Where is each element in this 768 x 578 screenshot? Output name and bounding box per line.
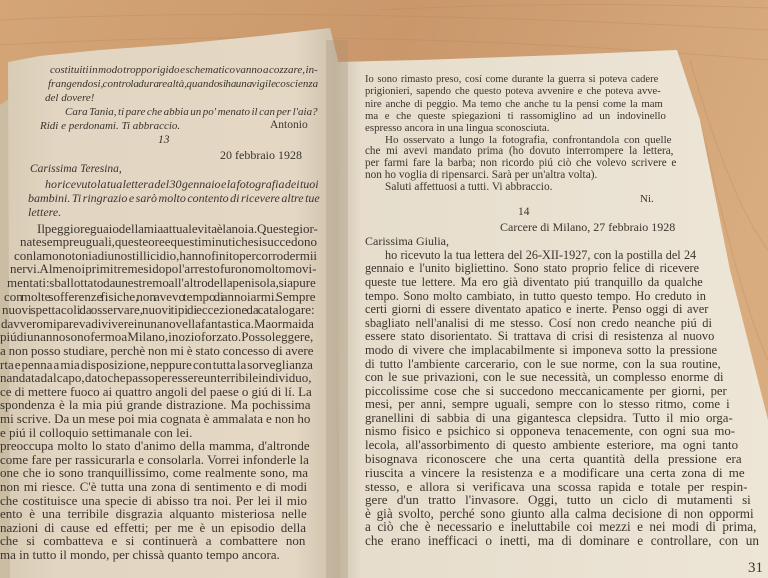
- right-text-line: essere stato disorientato. Si trattava di crisi di resistenza al nuovo: [365, 329, 715, 344]
- left-text-line: mentati: sballottato da un estremo all'altro della penisola, sia pure: [7, 274, 316, 290]
- left-text-line: come fare per rassicurarla e consolarla. Vorrei infonderle la: [0, 451, 309, 467]
- page-number: 31: [748, 560, 763, 576]
- left-text-line: spondenza è la mia piú grande distrazione. Ma pochissima: [0, 397, 311, 413]
- left-text-line: che costituisce una specie di abisso tra noi. Per lei il mio: [0, 492, 307, 508]
- left-text-line: nandata dal capo, dato che passo per essere un terribile individuo,: [0, 370, 312, 386]
- left-text-line: lettere.: [28, 205, 62, 219]
- right-text-line: certi giorni di essere diventato apatico e inerte. Penso oggi di aver: [365, 302, 709, 317]
- right-text-line: Carcere di Milano, 27 febbraio 1928: [500, 220, 676, 234]
- right-text-line: Io sono rimasto preso, cosí come durante la guerra si poteva cadere: [365, 73, 659, 85]
- left-text-line: ho ricevuto la tua lettera del 30 gennaio e la fotografia dei tuoi: [45, 177, 319, 191]
- right-text-line: che mi avevi mandato prima (ho dovuto interrompere la lettera,: [365, 145, 674, 158]
- right-text-line: 14: [518, 206, 530, 219]
- right-text-line: riuscita a vincere la resistenza e a modificare una certa zona di me: [365, 465, 745, 481]
- left-text-line: non mi riesce. C'è tutta una zona di sentimento e di modi: [0, 478, 308, 494]
- left-text-line: Cara Tania, ti pare che abbia un po' menato il can per l'aia?: [65, 105, 318, 118]
- left-text-line: mi scrive. Da un mese poi mia cognata è ammalata e non ho: [0, 410, 311, 426]
- left-text-line: 13: [158, 134, 170, 147]
- right-text-line: tempo. Sono molto cambiato, in tutto questo tempo. Ho creduto in: [365, 288, 706, 303]
- right-text-line: gere d'un tratto l'invasore. Oggi, tutto un ciclo di mutamenti si: [365, 492, 751, 508]
- left-text-line: Il peggiore guaio della mia attuale vita è la noia. Queste gior-: [37, 220, 318, 236]
- right-text-line: lecola, all'assorbimento di questo ambiente esteriore, ma ogni tanto: [365, 437, 739, 452]
- right-text-line: Saluti affettuosi a tutti. Vi abbraccio.: [385, 181, 553, 194]
- right-text-line: Ho osservato a lungo la fotografia, confrontandola con quelle: [385, 133, 672, 146]
- left-text-line: ento è una terribile disgrazia alquanto misteriosa nelle: [0, 506, 307, 522]
- gutter-shadow: [326, 40, 348, 578]
- left-text-line: bambini. Ti ringrazio e sarò molto contento di ricevere altre tue: [28, 191, 320, 205]
- right-text-line: nire anche di peggio. Ma temo che anche tu la pensi come la mam: [365, 97, 663, 110]
- right-text-line: per farmi fare la barba; non ricordo piú ciò che volevo scrivere e: [365, 157, 677, 170]
- left-text-line: ma in tutto il mondo, per chissà quanto tempo ancora.: [0, 546, 280, 562]
- right-text-line: non ho voglia di ripensarci. Sarà per un'altra volta).: [365, 169, 598, 182]
- left-text-line: rta e penna a mia disposizione, neppure con tutta la sorveglianza: [0, 356, 313, 372]
- right-text-line: queste tue lettere. Ma ero già diventato piú tranquillo da qualche: [365, 275, 703, 290]
- right-text-line: granellini di sabbia di una gigantesca clepsidra. Tutto il mio orga-: [365, 410, 733, 425]
- right-text-line: ma e che queste spiegazioni ti rassomiglino ad un indovinello: [365, 109, 666, 122]
- left-text-line: nervi. Almeno i primi tre mesi dopo l'arresto furono molto movi-: [10, 261, 317, 277]
- left-text-line: nazioni di cause ed effetti; per me è un episodio della: [0, 519, 307, 535]
- left-text-line: con la monotonia di uno stillicidio, hanno finito per corrodermi i: [14, 247, 318, 263]
- right-text-line: piccolissime cose che si succedono meccanicamente per giorni, per: [365, 383, 727, 398]
- left-text-line: preoccupa molto lo stato d'animo della mamma, d'altronde: [0, 438, 310, 454]
- right-text-line: nismo fisico e psichico si opponeva tenacemente, con ogni sua mo-: [365, 424, 736, 439]
- right-text-line: bisognava riconoscere che una certa quantità della pressione era: [365, 450, 742, 466]
- left-text-line: e piú il colloquio settimanale con lei.: [0, 424, 193, 440]
- right-text-line: prigionieri, sapendo che questo poteva avvenire e che poteva avve-: [365, 85, 661, 97]
- left-text-line: nuovi spettacoli da osservare, nuovi tipi di eccezione da catalogare:: [2, 302, 315, 318]
- left-text-line: Ridi e perdonami. Ti abbraccio.: [40, 119, 181, 132]
- right-text-line: Carissima Giulia,: [365, 234, 449, 248]
- left-text-line: nate sempre uguali, queste ore e questi minuti che si succedono: [20, 234, 318, 250]
- right-text-line: di tutto l'ambiente carcerario, con le sue norme, con la sua routine,: [365, 356, 721, 371]
- left-text-line: frangendosi, contro la dura realtà, quando si ha una vigile coscienza: [48, 77, 319, 90]
- left-text-line: Antonio: [270, 119, 308, 132]
- right-text-line: Ni.: [640, 192, 654, 205]
- left-text-line: con molte sofferenze fisiche, non avevo tempo di annoiarmi. Sempre: [4, 288, 316, 304]
- left-text-line: piú di un anno sono fermo a Milano, in ozio forzato. Posso leggere,: [0, 329, 314, 345]
- left-text-line: del dovere!: [45, 91, 95, 104]
- left-text-line: davvero mi pareva di vivere in una novella fantastica. Ma ormai da: [1, 315, 314, 331]
- left-text-line: Carissima Teresina,: [30, 163, 122, 176]
- right-text-line: con le sue privazioni, con le sue necessità, un complesso enorme di: [365, 370, 724, 385]
- left-text-line: 20 febbraio 1928: [220, 148, 302, 162]
- left-text-line: ce di mettere fuoco ai quattro angoli del paese o giú di lí. La: [0, 383, 312, 399]
- right-text-line: che erano inefficaci o inetti, ma di dominare e controllare, con un: [365, 532, 760, 548]
- left-text-line: costituiti in modo troppo rigido e schematico vanno a cozzare, in-: [50, 63, 318, 76]
- right-text-line: espresso ancora in una lingua sconosciuta.: [365, 121, 550, 134]
- right-text-line: stesso, e allora si verificava una scossa rapida e totale per respin-: [365, 478, 748, 494]
- right-text-line: è già svolto, perché sono giunto alla calma decisione di non oppormi: [365, 505, 754, 521]
- right-text-line: gennaio e l'unito bigliettino. Sono stato proprio felice di ricevere: [365, 261, 700, 276]
- right-text-line: mesi, per anni, sempre uguali, sempre con lo stesso ritmo, come i: [365, 397, 730, 412]
- right-text-line: ho ricevuto la tua lettera del 26-XII-1927, con la postilla del 24: [385, 247, 697, 262]
- right-text-line: modo di vivere che implacabilmente si imponeva sotto la pressione: [365, 342, 718, 357]
- left-text-line: che si combatteva e si continuerà a combattere non: [0, 533, 306, 549]
- left-text-line: a non posso studiare, perchè non mi è stato concesso di avere: [0, 342, 314, 358]
- right-text-line: sbagliato nell'analisi di me stesso. Cosí non credo neanche piú di: [365, 315, 712, 330]
- right-text-line: a ciò che è necessario e ineluttabile coi mezzi e nei modi di prima,: [365, 519, 757, 535]
- left-text-line: one che io sono tranquillissimo, come realmente sono, ma: [0, 465, 309, 481]
